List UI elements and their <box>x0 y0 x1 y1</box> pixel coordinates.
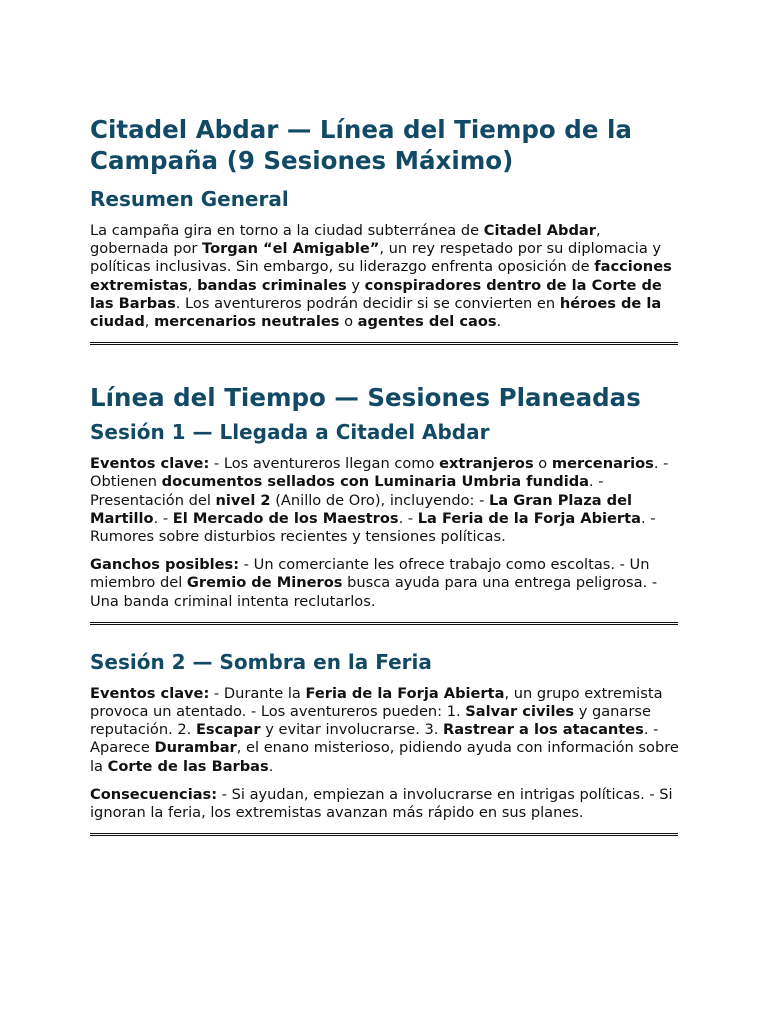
section-divider <box>90 342 678 345</box>
session-1-events: Eventos clave: - Los aventureros llegan como extranjeros o mercenarios. - Obtienen documentos sellados con Luminaria Umbria fundida. - Presentación del nivel 2 (Anillo de Oro), incluyendo: - La Gran Plaza del Martillo. - El Mercado de los Maestros. - La Feria de la Forja Abierta. - Rumores sobre disturbios recientes y tensiones políticas. <box>90 455 669 546</box>
session-1-hooks: Ganchos posibles: - Un comerciante les ofrece trabajo como escoltas. - Un miembro del Gremio de Mineros busca ayuda para una entrega peligrosa. - Una banda criminal intenta reclutarlos. <box>90 556 658 610</box>
section-divider <box>90 833 678 836</box>
document-title: Citadel Abdar — Línea del Tiempo de la Campaña (9 Sesiones Máximo) <box>90 115 632 175</box>
session-2-consequences: Consecuencias: - Si ayudan, empiezan a involucrarse en intrigas políticas. - Si ignoran la feria, los extremistas avanzan más rápido en sus planes. <box>90 785 673 822</box>
summary-paragraph: La campaña gira en torno a la ciudad subterránea de Citadel Abdar, gobernada por Torgan “el Amigable”, un rey respetado por su diplomacia y políticas inclusivas. Sin embargo, su liderazgo enfrenta oposición de facciones extremistas, bandas criminales y conspiradores dentro de la Corte de las Barbas. Los aventureros podrán decidir si se convierten en héroes de la ciudad, mercenarios neutrales o agentes del caos. <box>90 222 672 331</box>
section-divider <box>90 622 678 625</box>
timeline-heading: Línea del Tiempo — Sesiones Planeadas <box>90 383 641 413</box>
summary-heading: Resumen General <box>90 187 289 211</box>
session-1-heading: Sesión 1 — Llegada a Citadel Abdar <box>90 420 490 445</box>
session-2-events: Eventos clave: - Durante la Feria de la Forja Abierta, un grupo extremista provoca un atentado. - Los aventureros pueden: 1. Salvar civiles y ganarse reputación. 2. Escapar y evitar involucrarse. 3. Rastrear a los atacantes. - Aparece Durambar, el enano misterioso, pidiendo ayuda con información sobre la Corte de las Barbas. <box>90 684 679 775</box>
document-page <box>90 114 680 836</box>
session-2-heading: Sesión 2 — Sombra en la Feria <box>90 649 432 674</box>
